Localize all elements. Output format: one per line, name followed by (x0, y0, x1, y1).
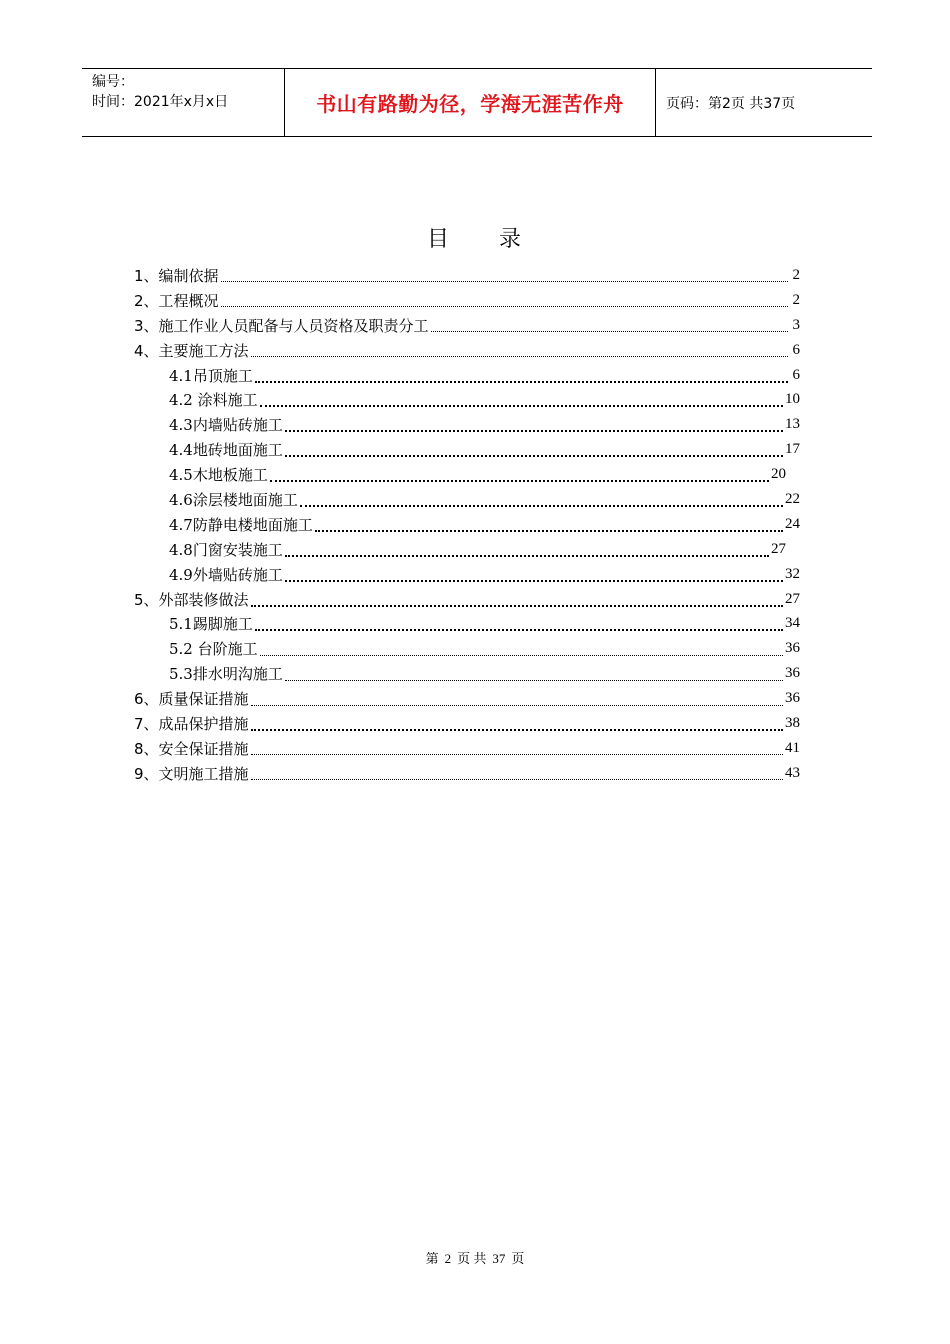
toc-entry[interactable] (134, 711, 800, 736)
toc-leader (251, 753, 783, 755)
toc-title-char-2: 录 (499, 227, 524, 252)
toc-leader (260, 654, 783, 656)
toc-subentry[interactable] (134, 537, 800, 562)
toc-leader (285, 429, 783, 432)
toc-leader (251, 728, 783, 731)
toc-leader (251, 704, 783, 706)
header-motto-cell (284, 69, 656, 136)
toc-subentry[interactable] (134, 412, 800, 437)
toc-entry[interactable] (134, 736, 800, 761)
toc-entry[interactable] (134, 587, 800, 612)
toc-entry-label: 4.7防静电楼地面施工 (169, 515, 313, 534)
toc-leader (221, 280, 788, 282)
toc-subentry[interactable] (134, 487, 800, 512)
toc-leader (431, 330, 788, 332)
toc-entry-page: 10 (785, 391, 800, 408)
toc-leader (255, 628, 783, 631)
page-footer (0, 1248, 950, 1267)
toc-entry-page: 17 (785, 441, 800, 458)
toc-entry-label: 5.1踢脚施工 (169, 615, 253, 634)
toc-title (0, 222, 950, 253)
toc-subentry[interactable] (134, 462, 800, 487)
toc-entry-label: 4、主要施工方法 (134, 341, 249, 360)
toc-entry[interactable] (134, 761, 800, 786)
toc-entry-label: 5.2 台阶施工 (169, 640, 258, 659)
toc-leader (315, 529, 783, 532)
toc-subentry[interactable] (134, 611, 800, 636)
toc-entry-page: 22 (785, 490, 800, 507)
toc-subentry[interactable] (134, 363, 800, 388)
toc-entry[interactable] (134, 263, 800, 288)
document-date: 时间：2021年x月x日 (92, 94, 229, 110)
toc-entry-label: 3、施工作业人员配备与人员资格及职责分工 (134, 316, 429, 335)
document-number: 编号： (92, 74, 134, 90)
toc-leader (270, 479, 769, 482)
toc-entry-page: 43 (785, 764, 800, 781)
footer-mid: 页 共 (457, 1251, 487, 1266)
toc-entry-page: 34 (785, 615, 800, 632)
toc-entry-page: 36 (785, 690, 800, 707)
header-page-info: 页码：第2页 共37页 (666, 95, 796, 112)
toc-entry-page: 2 (792, 266, 800, 283)
toc-entry-label: 1、编制依据 (134, 266, 219, 285)
toc-entry-page: 41 (785, 739, 800, 756)
toc-subentry[interactable] (134, 387, 800, 412)
toc-entry-label: 4.4地砖地面施工 (169, 441, 283, 460)
toc-entry-page: 32 (785, 565, 800, 582)
toc-entry-page: 27 (785, 590, 800, 607)
toc-title-char-1: 目 (426, 227, 451, 252)
toc-entry-page: 36 (785, 640, 800, 657)
toc-leader (285, 554, 769, 557)
toc-entry-label: 4.1吊顶施工 (169, 366, 253, 385)
toc-entry-page: 27 (771, 540, 786, 557)
toc-leader (285, 454, 783, 457)
toc-entry-label: 9、文明施工措施 (134, 764, 249, 783)
toc-subentry[interactable] (134, 512, 800, 537)
toc-entry[interactable] (134, 313, 800, 338)
toc-entry-page: 6 (792, 341, 800, 358)
toc-entry-label: 4.8门窗安装施工 (169, 540, 283, 559)
toc-entry-label: 4.3内墙贴砖施工 (169, 416, 283, 435)
header-motto: 书山有路勤为径，学海无涯苦作舟 (316, 92, 624, 116)
toc-entry-label: 4.9外墙贴砖施工 (169, 565, 283, 584)
toc-entry-page: 20 (771, 466, 786, 483)
toc-leader (251, 604, 783, 607)
toc-leader (221, 305, 788, 307)
toc-entry-page: 36 (785, 665, 800, 682)
toc-entry-label: 8、安全保证措施 (134, 739, 249, 758)
toc-subentry[interactable] (134, 661, 800, 686)
toc-leader (285, 579, 783, 582)
footer-current-page: 2 (444, 1251, 452, 1266)
toc-entry-page: 38 (785, 714, 800, 731)
toc-entry-label: 2、工程概况 (134, 291, 219, 310)
toc-leader (251, 778, 783, 780)
toc-entry-label: 5.3排水明沟施工 (169, 665, 283, 684)
footer-total-pages: 37 (492, 1251, 506, 1266)
toc-leader (285, 679, 783, 681)
header-meta (82, 69, 284, 136)
toc-entry[interactable] (134, 338, 800, 363)
footer-suffix: 页 (511, 1251, 525, 1266)
toc-leader (300, 504, 783, 507)
toc-entry-page: 2 (792, 291, 800, 308)
toc-entry-label: 4.5木地板施工 (169, 466, 268, 485)
toc-entry-page: 24 (785, 515, 800, 532)
document-header (82, 68, 872, 137)
toc-entry-label: 4.2 涂料施工 (169, 391, 258, 410)
toc-entry-page: 6 (792, 366, 800, 383)
toc-leader (255, 380, 788, 383)
toc-subentry[interactable] (134, 636, 800, 661)
toc-entry-page: 3 (792, 316, 800, 333)
header-page-cell (656, 69, 872, 136)
toc-entry-label: 6、质量保证措施 (134, 690, 249, 709)
toc-leader (260, 404, 783, 407)
toc-entry-page: 13 (785, 416, 800, 433)
toc-entry[interactable] (134, 288, 800, 313)
toc-leader (251, 355, 788, 357)
toc-entry-label: 7、成品保护措施 (134, 714, 249, 733)
toc-entry-label: 5、外部装修做法 (134, 590, 249, 609)
toc-subentry[interactable] (134, 562, 800, 587)
footer-prefix: 第 (425, 1251, 439, 1266)
toc-entry-label: 4.6涂层楼地面施工 (169, 490, 298, 509)
table-of-contents (134, 263, 800, 786)
toc-subentry[interactable] (134, 437, 800, 462)
toc-entry[interactable] (134, 686, 800, 711)
